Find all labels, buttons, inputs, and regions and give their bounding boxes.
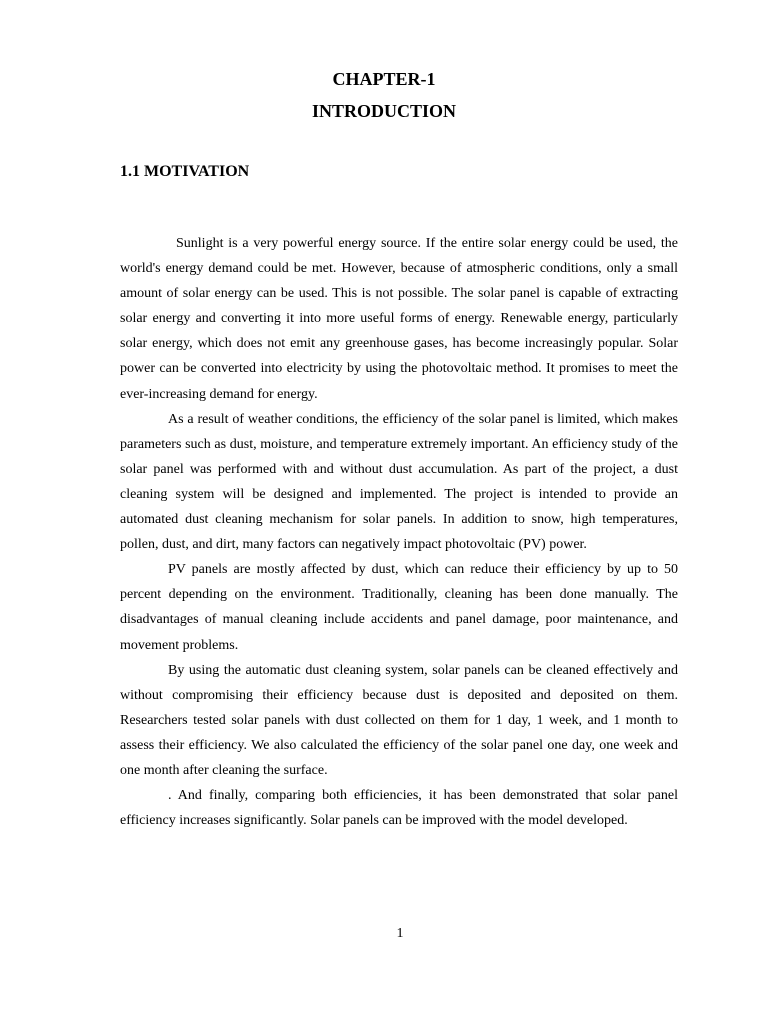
chapter-title: INTRODUCTION xyxy=(311,101,457,121)
section-heading: 1.1 MOTIVATION xyxy=(120,163,250,180)
paragraph: Sunlight is a very powerful energy source. If the entire solar energy could be used, the world's energy demand could be met. However, because of atmospheric conditions, only a small amount of solar energy can be used. This is not possible. The solar panel is capable of extracting solar energy and converting it into more useful forms of energy. Renewable energy, particularly solar energy, which does not emit any greenhouse gases, has become increasingly popular. Solar power can be converted into electricity by using the photovoltaic method. It promises to meet the ever-increasing demand for energy. xyxy=(120,236,678,402)
page-number: 1 xyxy=(396,926,404,941)
paragraph: . And finally, comparing both efficiencies, it has been demonstrated that solar panel efficiency increases significantly. Solar panels can be improved with the model developed. xyxy=(120,788,678,829)
body-text xyxy=(120,231,678,833)
paragraph: As a result of weather conditions, the efficiency of the solar panel is limited, which makes parameters such as dust, moisture, and temperature extremely important. An efficiency study of the solar panel was performed with and without dust accumulation. As part of the project, a dust cleaning system will be designed and implemented. The project is intended to provide an automated dust cleaning mechanism for solar panels. In addition to snow, high temperatures, pollen, dust, and dirt, many factors can negatively impact photovoltaic (PV) power. xyxy=(120,411,678,553)
paragraph: PV panels are mostly affected by dust, which can reduce their efficiency by up to 50 percent depending on the environment. Traditionally, cleaning has been done manually. The disadvantages of manual cleaning include accidents and panel damage, poor maintenance, and movement problems. xyxy=(120,562,678,653)
chapter-label: CHAPTER-1 xyxy=(332,69,436,89)
paragraph: By using the automatic dust cleaning system, solar panels can be cleaned effectively and without compromising their efficiency because dust is deposited and deposited on them. Researchers tested solar panels with dust collected on them for 1 day, 1 week, and 1 month to assess their efficiency. We also calculated the efficiency of the solar panel one day, one week and one month after cleaning the surface. xyxy=(120,662,678,778)
